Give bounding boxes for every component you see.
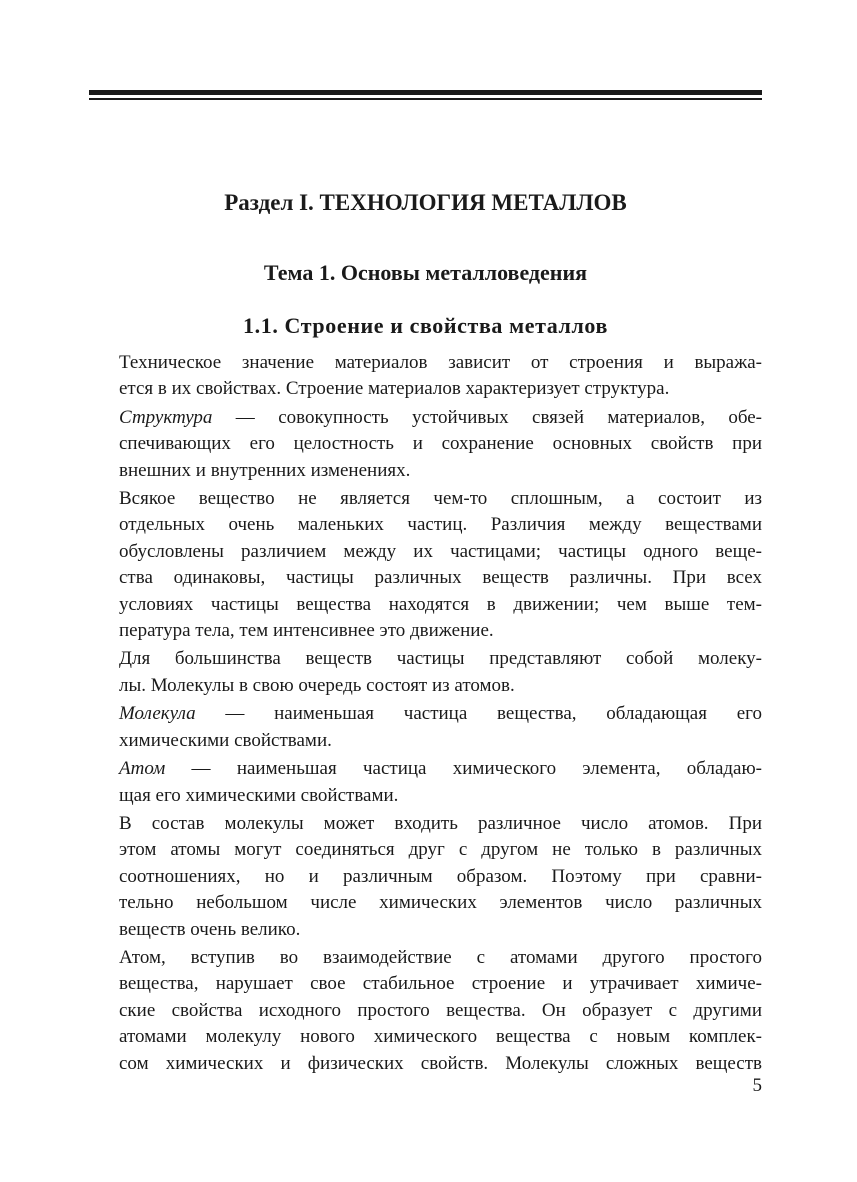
paragraph — [89, 486, 762, 644]
text-line: ется в их свойствах. Строение материалов характеризует структура. — [119, 378, 670, 400]
text-line: ства одинаковы, частицы различных веществ различны. При всех — [119, 567, 762, 589]
text-line: этом атомы могут соединяться друг с другом не только в различных — [119, 839, 762, 861]
text-line: атомами молекулу нового химического вещества с новым комплек- — [119, 1026, 762, 1048]
text-line: В состав молекулы может входить различное число атомов. При — [119, 812, 762, 834]
text-line: ские свойства исходного простого вещества. Он образует с другими — [119, 999, 762, 1021]
text-line: Для большинства веществ частицы представляют собой молеку- — [119, 648, 762, 670]
subsection-title: 1.1. Строение и свойства металлов — [243, 313, 608, 338]
paragraph-definition-structure — [89, 405, 762, 484]
body-text — [89, 350, 762, 1079]
term-molecule: Молекула — [119, 703, 196, 725]
term-structure: Структура — [119, 406, 213, 428]
paragraph — [89, 811, 762, 943]
text-line: обусловлены различием между их частицами; частицы одного веще- — [119, 540, 762, 562]
text-line: вещества, нарушает свое стабильное строение и утрачивает химиче- — [119, 973, 762, 995]
text-line: — наименьшая частица химического элемента, обладаю- — [165, 758, 762, 780]
text-line: спечивающих его целостность и сохранение основных свойств при — [119, 433, 762, 455]
text-line: Атом, вступив во взаимодействие с атомами другого простого — [119, 946, 762, 968]
paragraph-definition-atom — [89, 756, 762, 809]
text-line: условиях частицы вещества находятся в движении; чем выше тем- — [119, 593, 762, 615]
term-atom: Атом — [119, 758, 166, 780]
paragraph — [89, 945, 762, 1077]
header-rule-thick — [89, 90, 762, 95]
text-line: — совокупность устойчивых связей материалов, обе- — [212, 406, 762, 428]
text-line: Всякое вещество не является чем-то сплошным, а состоит из — [119, 488, 762, 510]
paragraph-definition-molecule — [89, 701, 762, 754]
text-line: щая его химическими свойствами. — [119, 784, 399, 806]
page-number: 5 — [752, 1075, 762, 1096]
text-line: отдельных очень маленьких частиц. Различия между веществами — [119, 514, 762, 536]
text-line: соотношениях, но и различным образом. Поэтому при сравни- — [119, 865, 762, 887]
text-line: внешних и внутренних изменениях. — [119, 459, 411, 481]
text-line: — наименьшая частица вещества, обладающая его — [195, 703, 762, 725]
text-line: Техническое значение материалов зависит от строения и выража- — [119, 352, 762, 373]
paragraph — [89, 646, 762, 699]
paragraph — [89, 350, 762, 403]
section-title: Раздел I. ТЕХНОЛОГИЯ МЕТАЛЛОВ — [224, 190, 627, 215]
text-line: химическими свойствами. — [119, 729, 332, 751]
text-line: лы. Молекулы в свою очередь состоят из атомов. — [119, 674, 515, 696]
header-rule-thin — [89, 98, 762, 100]
text-line: тельно небольшом числе химических элементов число различных — [119, 892, 762, 914]
text-line: веществ очень велико. — [119, 918, 301, 940]
text-line: сом химических и физических свойств. Молекулы сложных веществ — [119, 1052, 762, 1074]
topic-title: Тема 1. Основы металловедения — [263, 260, 588, 285]
text-line: пература тела, тем интенсивнее это движение. — [119, 620, 494, 642]
